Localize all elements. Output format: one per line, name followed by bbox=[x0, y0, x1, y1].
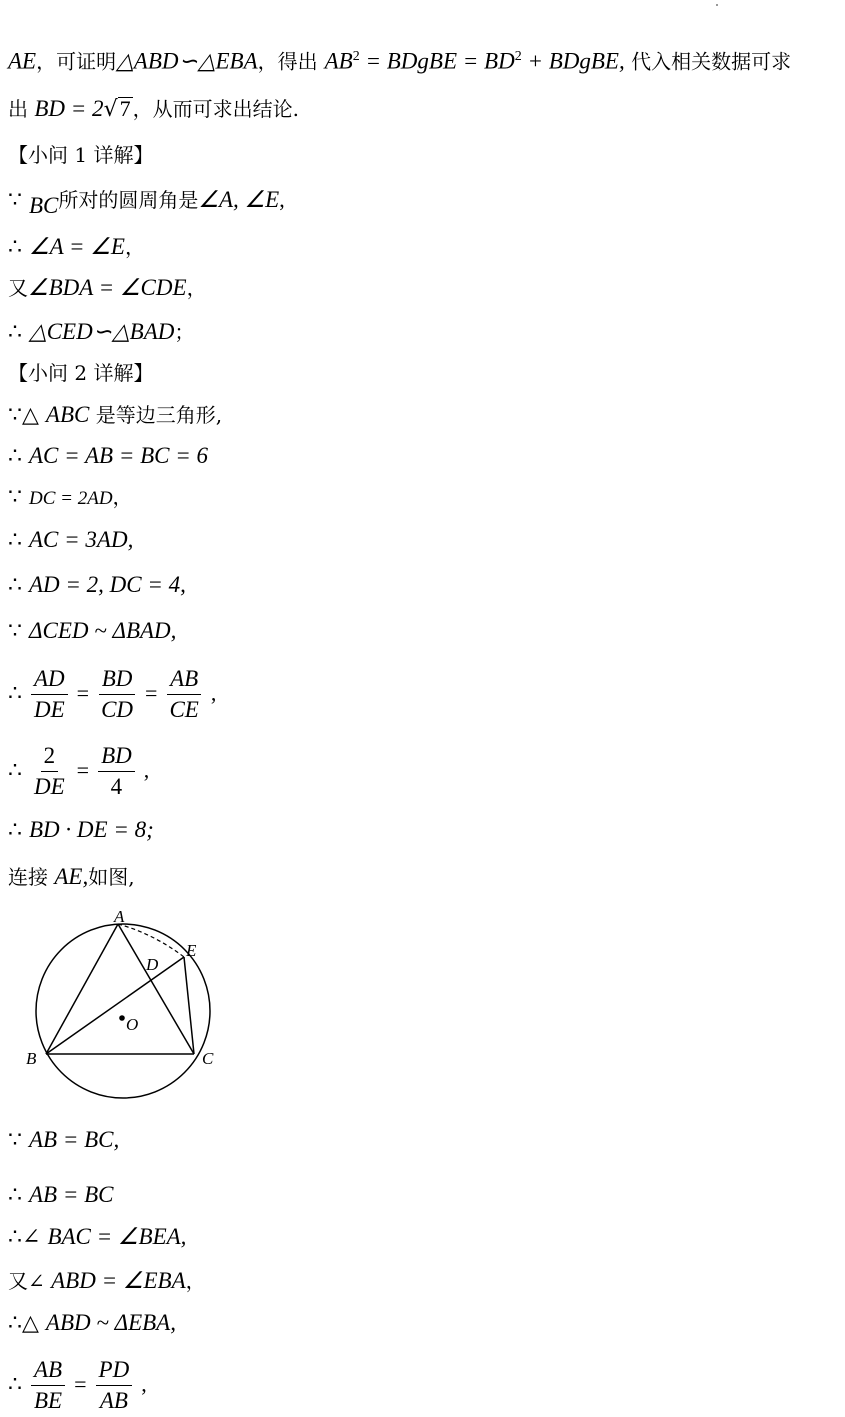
text-line-3: ∵ BC所对的圆周角是∠A, ∠E, bbox=[8, 187, 285, 218]
text-line-21: ∴△ ABD ~ ΔEBA, bbox=[8, 1310, 176, 1336]
text-line-1: AE，可证明△ABD∽△EBA，得出 $AB^2$ = BDgBE = $BD^2$ + BDgBE, 代入相关数据可求 bbox=[8, 48, 792, 74]
segment-AB bbox=[46, 924, 118, 1054]
label-E: E bbox=[186, 941, 197, 960]
text-line-4: ∴ ∠A = ∠E， bbox=[8, 234, 145, 260]
label-C: C bbox=[202, 1049, 214, 1068]
label-A: A bbox=[114, 908, 125, 926]
label-O: O bbox=[126, 1015, 139, 1034]
text-line-6: ∴ △CED∽△BAD； bbox=[8, 319, 195, 345]
fraction-line-22: ∴ $\frac{AB}{BE}$ = $\frac{PD}{AB}$ , bbox=[8, 1355, 147, 1416]
text-line-12: ∵ ΔCED ~ ΔBAD, bbox=[8, 618, 177, 644]
section-heading-1: 【小问 1 详解】 bbox=[8, 143, 154, 167]
center-point-O bbox=[119, 1015, 125, 1021]
fraction-line-14: ∴ $\frac{2}{DE}$ = $\frac{BD}{4}$ , bbox=[8, 741, 149, 802]
fraction: $\frac{AB}{CE}$ bbox=[166, 664, 201, 725]
scan-speck bbox=[716, 4, 718, 6]
fraction: $\frac{AB}{BE}$ bbox=[31, 1355, 65, 1416]
text-line-20: 又∠ ABD = ∠EBA， bbox=[8, 1268, 206, 1293]
text-line-7: ∵△ ABC 是等边三角形, bbox=[8, 402, 223, 428]
text-line-2: 出 BD = 2√7 ，从而可求出结论. bbox=[8, 96, 299, 122]
label-D: D bbox=[146, 955, 159, 974]
fraction: $\frac{2}{DE}$ bbox=[34, 743, 65, 799]
fraction: $\frac{AD}{DE}$ bbox=[31, 664, 68, 725]
sqrt-sign: √ bbox=[103, 97, 118, 122]
segment-BE bbox=[46, 957, 184, 1054]
text-line-5: 又∠BDA = ∠CDE， bbox=[8, 275, 207, 300]
circumcircle bbox=[36, 924, 210, 1098]
text-line-19: ∴∠ BAC = ∠BEA, bbox=[8, 1224, 187, 1250]
text-line-16: 连接 AE,如图, bbox=[8, 864, 135, 889]
text-line-9: ∵ DC = 2AD， bbox=[8, 485, 133, 510]
fraction: $\frac{BD}{CD}$ bbox=[98, 664, 136, 725]
fraction: $\frac{PD}{AB}$ bbox=[96, 1355, 133, 1416]
segment-AC bbox=[118, 924, 194, 1054]
label-B: B bbox=[26, 1049, 37, 1068]
text-line-11: ∴ AD = 2, DC = 4, bbox=[8, 572, 186, 598]
text-line-18: ∴ AB = BC bbox=[8, 1182, 114, 1208]
circle-triangle-diagram bbox=[18, 908, 218, 1108]
fraction: $\frac{BD}{4}$ bbox=[98, 741, 135, 802]
text-line-8: ∴ AC = AB = BC = 6 bbox=[8, 443, 209, 469]
section-heading-2: 【小问 2 详解】 bbox=[8, 361, 154, 385]
fraction-line-13: ∴ $\frac{AD}{DE}$ = $\frac{BD}{CD}$ = $\frac{AB}{CE}$ , bbox=[8, 664, 216, 725]
text-line-10: ∴ AC = 3AD, bbox=[8, 527, 134, 553]
text-line-17: ∵ AB = BC, bbox=[8, 1127, 120, 1153]
text-line-15: ∴ BD · DE = 8; bbox=[8, 817, 154, 843]
